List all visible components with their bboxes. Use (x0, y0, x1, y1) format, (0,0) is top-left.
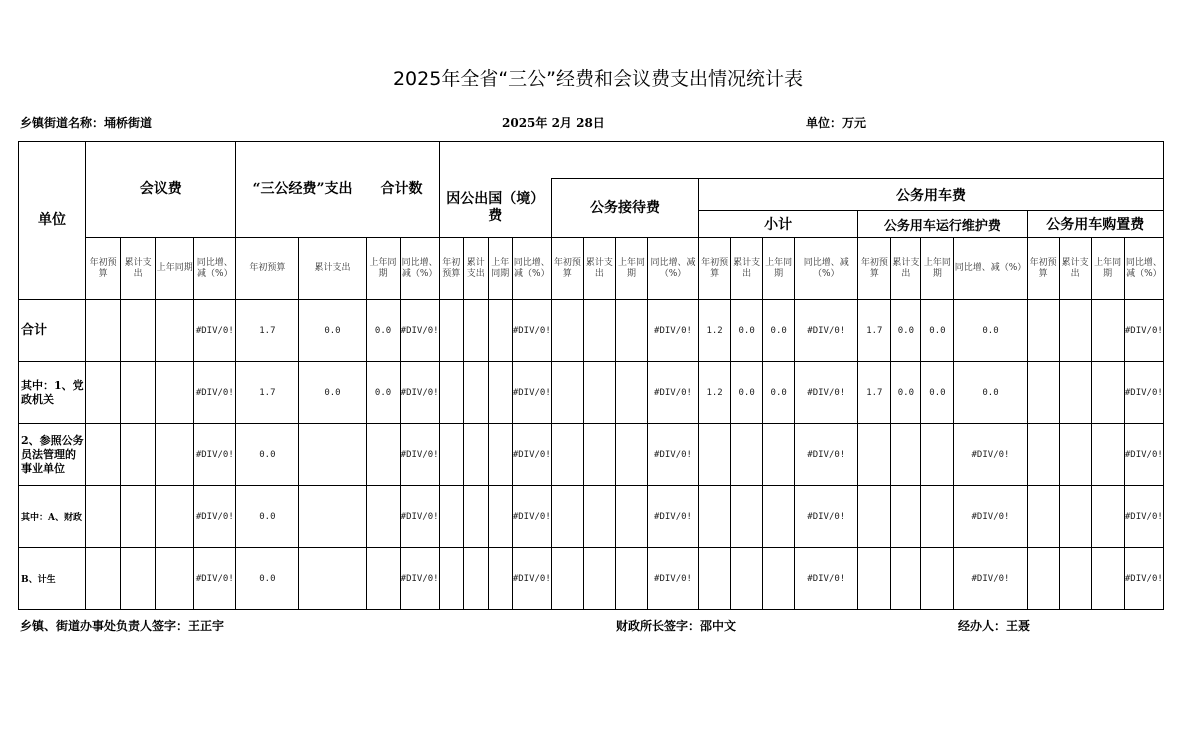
header-meeting-fee: 会议费 (86, 142, 236, 238)
table-cell (763, 548, 795, 610)
table-cell: 0.0 (299, 362, 366, 424)
table-cell (731, 486, 763, 548)
table-cell (1091, 362, 1124, 424)
table-cell: 0.0 (921, 300, 954, 362)
header-vehicle-fee: 公务用车费 (699, 179, 1164, 211)
table-cell (156, 548, 194, 610)
table-cell (121, 548, 156, 610)
page-title: 2025年全省“三公”经费和会议费支出情况统计表 (392, 68, 804, 90)
subheader-yoy: 同比增、减（%） (512, 238, 551, 300)
table-cell: #DIV/0! (400, 548, 439, 610)
row-label: B、计生 (19, 548, 86, 610)
row-label: 2、参照公务员法管理的事业单位 (19, 424, 86, 486)
table-cell (731, 548, 763, 610)
table-cell: 0.0 (954, 300, 1027, 362)
table-cell: #DIV/0! (512, 300, 551, 362)
table-cell: #DIV/0! (647, 486, 698, 548)
table-cell (299, 548, 366, 610)
subheader-last-year: 上年同期 (615, 238, 647, 300)
table-cell (156, 424, 194, 486)
table-cell (921, 486, 954, 548)
table-cell (699, 548, 731, 610)
subheader-last-year: 上年同期 (366, 238, 400, 300)
table-cell: #DIV/0! (1124, 300, 1163, 362)
header-sangong-total: “三公经费”支出 合计数 (236, 142, 439, 238)
table-cell: #DIV/0! (400, 300, 439, 362)
table-cell (488, 486, 512, 548)
table-cell (1059, 548, 1091, 610)
table-cell: 1.7 (236, 362, 299, 424)
table-cell: #DIV/0! (194, 362, 236, 424)
table-cell (763, 486, 795, 548)
table-cell (615, 548, 647, 610)
table-cell (583, 486, 615, 548)
table-cell: #DIV/0! (954, 486, 1027, 548)
leader-signature: 乡镇、街道办事处负责人签字：王正宇 (20, 619, 225, 633)
table-cell (366, 548, 400, 610)
table-cell: #DIV/0! (512, 424, 551, 486)
table-cell (699, 424, 731, 486)
table-cell: #DIV/0! (400, 486, 439, 548)
table-cell (858, 548, 891, 610)
currency-unit-label: 单位：万元 (806, 116, 867, 130)
subheader-yoy: 同比增、减（%） (954, 238, 1027, 300)
table-header (19, 142, 1164, 300)
header-reception-fee: 公务接待费 (551, 179, 698, 238)
subheader-yoy: 同比增、减（%） (647, 238, 698, 300)
table-cell: #DIV/0! (512, 362, 551, 424)
header-abroad-fee: 因公出国（境）费 (439, 179, 551, 238)
table-cell (1091, 300, 1124, 362)
table-cell (1027, 548, 1059, 610)
table-cell: 0.0 (731, 362, 763, 424)
table-body (19, 300, 1164, 610)
table-cell (156, 300, 194, 362)
table-cell (891, 486, 921, 548)
unit-name-label: 乡镇街道名称：埇桥街道 (20, 116, 153, 130)
table-cell (121, 362, 156, 424)
table-cell (858, 424, 891, 486)
table-cell (366, 486, 400, 548)
table-cell: 1.7 (236, 300, 299, 362)
subheader-cumulative: 累计支出 (731, 238, 763, 300)
table-cell: #DIV/0! (1124, 362, 1163, 424)
subheader-yoy: 同比增、减（%） (1124, 238, 1163, 300)
table-cell (463, 300, 488, 362)
table-cell (86, 486, 121, 548)
table-row (19, 424, 1164, 486)
table-cell (1027, 424, 1059, 486)
table-cell (439, 486, 463, 548)
table-cell (463, 424, 488, 486)
table-cell: 0.0 (954, 362, 1027, 424)
table-cell (488, 424, 512, 486)
table-row (19, 362, 1164, 424)
table-cell (488, 300, 512, 362)
row-label: 其中：1、党政机关 (19, 362, 86, 424)
table-cell: 0.0 (299, 300, 366, 362)
row-label: 合计 (19, 300, 86, 362)
table-cell (439, 424, 463, 486)
table-cell: #DIV/0! (954, 548, 1027, 610)
table-cell (891, 424, 921, 486)
table-cell (858, 486, 891, 548)
table-cell (463, 486, 488, 548)
table-cell (583, 362, 615, 424)
table-cell (121, 424, 156, 486)
table-cell (121, 486, 156, 548)
table-cell: 0.0 (763, 300, 795, 362)
table-cell (1027, 362, 1059, 424)
table-row (19, 300, 1164, 362)
subheader-cumulative: 累计支出 (299, 238, 366, 300)
table-cell (615, 300, 647, 362)
subheader-yoy: 同比增、减（%） (795, 238, 858, 300)
table-cell: #DIV/0! (400, 362, 439, 424)
table-cell (299, 486, 366, 548)
expense-table (18, 141, 1164, 610)
subheader-cumulative: 累计支出 (1059, 238, 1091, 300)
table-cell (86, 300, 121, 362)
table-cell: 0.0 (891, 300, 921, 362)
table-cell: #DIV/0! (512, 548, 551, 610)
table-cell: #DIV/0! (954, 424, 1027, 486)
subheader-yoy: 同比增、减（%） (400, 238, 439, 300)
table-cell (1059, 300, 1091, 362)
table-cell (366, 424, 400, 486)
table-cell: 1.2 (699, 300, 731, 362)
table-cell: #DIV/0! (1124, 486, 1163, 548)
table-cell (1059, 486, 1091, 548)
table-cell: 0.0 (763, 362, 795, 424)
table-cell (921, 424, 954, 486)
subheader-last-year: 上年同期 (763, 238, 795, 300)
table-cell: 1.2 (699, 362, 731, 424)
table-cell: #DIV/0! (647, 548, 698, 610)
table-cell (488, 362, 512, 424)
table-cell (763, 424, 795, 486)
table-cell (439, 362, 463, 424)
table-cell: #DIV/0! (795, 300, 858, 362)
table-cell: 0.0 (891, 362, 921, 424)
header-vehicle-maintenance: 公务用车运行维护费 (858, 211, 1027, 238)
table-cell: #DIV/0! (795, 424, 858, 486)
table-cell: 1.7 (858, 300, 891, 362)
table-cell (551, 362, 583, 424)
table-cell (551, 486, 583, 548)
table-cell (615, 424, 647, 486)
header-unit: 单位 (19, 142, 86, 300)
table-cell (1059, 362, 1091, 424)
table-cell (583, 300, 615, 362)
table-cell: #DIV/0! (647, 300, 698, 362)
table-cell: #DIV/0! (194, 486, 236, 548)
table-cell: #DIV/0! (400, 424, 439, 486)
table-cell (731, 424, 763, 486)
table-cell (121, 300, 156, 362)
table-cell (299, 424, 366, 486)
subheader-budget: 年初预算 (858, 238, 891, 300)
subheader-last-year: 上年同期 (1091, 238, 1124, 300)
table-cell (1027, 300, 1059, 362)
table-cell: #DIV/0! (194, 548, 236, 610)
table-cell: #DIV/0! (647, 424, 698, 486)
table-cell: #DIV/0! (512, 486, 551, 548)
table-row (19, 486, 1164, 548)
report-date: 2025年 2月 28日 (502, 116, 605, 130)
finance-head-signature: 财政所长签字：邵中文 (616, 619, 737, 633)
table-cell: 0.0 (236, 424, 299, 486)
table-cell: #DIV/0! (795, 486, 858, 548)
table-cell (1027, 486, 1059, 548)
subheader-last-year: 上年同期 (488, 238, 512, 300)
table-cell (583, 548, 615, 610)
table-cell (891, 548, 921, 610)
table-cell (488, 548, 512, 610)
table-cell: 0.0 (366, 300, 400, 362)
table-cell (615, 362, 647, 424)
table-cell (921, 548, 954, 610)
subheader-budget: 年初预算 (1027, 238, 1059, 300)
table-cell: 0.0 (236, 486, 299, 548)
table-cell: 1.7 (858, 362, 891, 424)
table-cell: #DIV/0! (795, 362, 858, 424)
table-cell (1091, 424, 1124, 486)
table-cell (583, 424, 615, 486)
handler-signature: 经办人：王聂 (958, 619, 1031, 633)
table-cell: 0.0 (921, 362, 954, 424)
table-cell (86, 362, 121, 424)
header-blank (439, 142, 1163, 179)
table-cell: #DIV/0! (194, 424, 236, 486)
subheader-last-year: 上年同期 (921, 238, 954, 300)
row-label: 其中：A、财政 (19, 486, 86, 548)
table-cell: 0.0 (731, 300, 763, 362)
table-cell (551, 424, 583, 486)
table-cell: #DIV/0! (194, 300, 236, 362)
subheader-budget: 年初预算 (86, 238, 121, 300)
table-cell (439, 300, 463, 362)
table-cell: #DIV/0! (647, 362, 698, 424)
header-vehicle-purchase: 公务用车购置费 (1027, 211, 1163, 238)
subheader-last-year: 上年同期 (156, 238, 194, 300)
table-cell: 0.0 (236, 548, 299, 610)
subheader-cumulative: 累计支出 (463, 238, 488, 300)
table-cell (551, 548, 583, 610)
subheader-budget: 年初预算 (439, 238, 463, 300)
table-cell (615, 486, 647, 548)
table-cell (1091, 486, 1124, 548)
table-row (19, 548, 1164, 610)
subheader-cumulative: 累计支出 (891, 238, 921, 300)
table-cell (1059, 424, 1091, 486)
subheader-yoy: 同比增、减（%） (194, 238, 236, 300)
table-cell (1091, 548, 1124, 610)
table-cell (699, 486, 731, 548)
table-cell (86, 548, 121, 610)
table-cell (463, 362, 488, 424)
table-cell (551, 300, 583, 362)
table-cell (439, 548, 463, 610)
subheader-budget: 年初预算 (699, 238, 731, 300)
table-cell: #DIV/0! (1124, 548, 1163, 610)
subheader-budget: 年初预算 (551, 238, 583, 300)
table-cell (156, 486, 194, 548)
table-cell (156, 362, 194, 424)
table-cell (86, 424, 121, 486)
table-cell: 0.0 (366, 362, 400, 424)
subheader-cumulative: 累计支出 (583, 238, 615, 300)
table-cell: #DIV/0! (1124, 424, 1163, 486)
table-cell: #DIV/0! (795, 548, 858, 610)
subheader-cumulative: 累计支出 (121, 238, 156, 300)
header-vehicle-subtotal: 小计 (699, 211, 858, 238)
subheader-budget: 年初预算 (236, 238, 299, 300)
table-cell (463, 548, 488, 610)
